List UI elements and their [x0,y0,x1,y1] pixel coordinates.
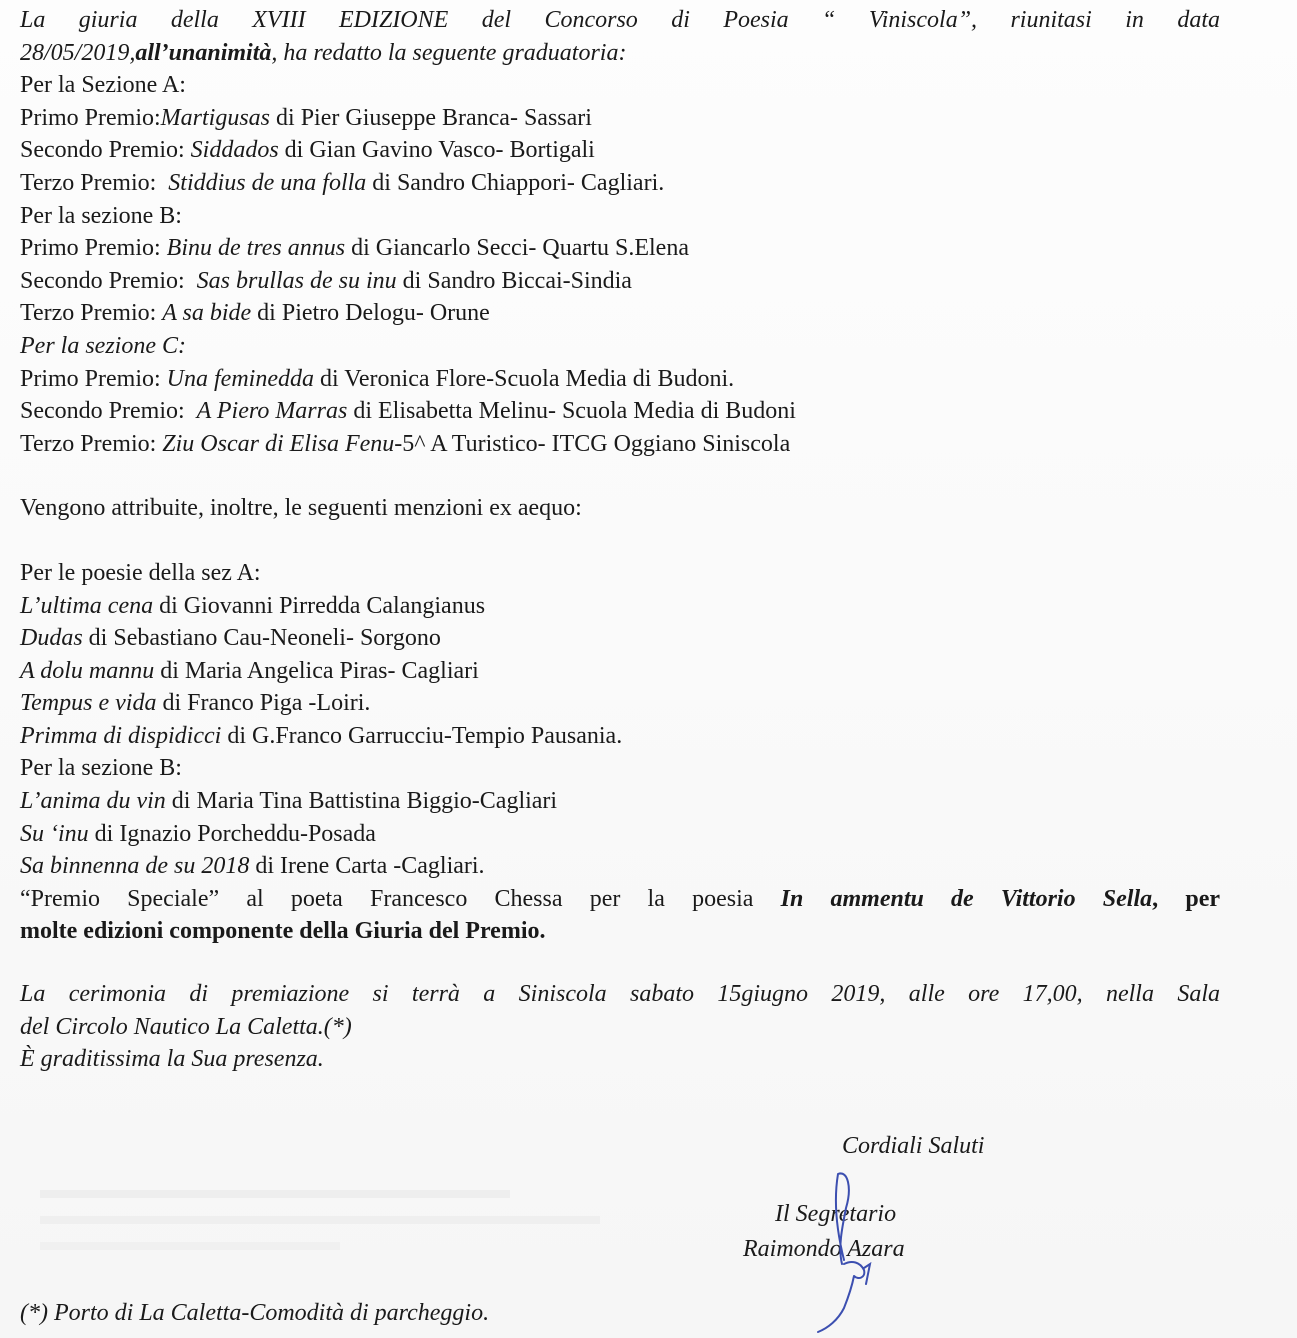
mentions-intro: Vengono attribuite, inoltre, le seguenti menzioni ex aequo: [20,495,582,522]
prize-b-1 [20,232,1220,265]
poem-title: Sa binnenna de su 2018 [20,853,250,880]
poem-title: Martigusas [160,104,271,131]
poet-info: di Ignazio Porcheddu-Posada [88,820,376,847]
closing-greeting: Cordiali Saluti [842,1133,985,1159]
prize-c-3 [20,428,1220,461]
bleed-through-texture [40,1190,640,1286]
prize-c-1 [20,363,1220,396]
poet-info: di Pietro Delogu- Orune [251,300,490,327]
signer-name: Raimondo Azara [743,1236,905,1262]
mention-b-3 [20,850,1220,883]
mention-b-1 [20,785,1220,818]
ceremony-line-2: del Circolo Nautico La Caletta.(*) [20,1013,352,1040]
intro-line-2 [20,37,1220,70]
mention-a-2 [20,622,1220,655]
footnote: (*) Porto di La Caletta-Comodità di parcheggio. [20,1300,490,1326]
poem-title: A dolu mannu [20,657,155,684]
poet-info: di Sandro Biccai-Sindia [396,267,632,294]
signer-role: Il Segretario [775,1201,897,1227]
prize-label: Secondo Premio: [20,267,197,294]
poem-title: Tempus e vida [20,690,157,717]
mention-b-2 [20,818,1220,851]
special-prize-text-bold: , per [1152,885,1220,912]
poet-info: di Veronica Flore-Scuola Media di Budoni. [313,365,735,392]
poem-title: Binu de tres annus [166,235,346,262]
prize-label: Terzo Premio: [20,300,163,327]
special-prize-poem: In ammentu de Vittorio Sella [780,885,1153,912]
special-prize-text: “Premio Speciale” al poeta Francesco Chessa per la poesia [20,885,781,912]
prize-label: Primo Premio: [20,235,167,262]
poem-title: Ziu Oscar di Elisa Fenu [162,430,395,457]
poem-title: L’anima du vin [20,788,166,815]
poet-info: di Maria Tina Battistina Biggio-Cagliari [165,788,558,815]
mention-a-4 [20,687,1220,720]
prize-label: Terzo Premio: [20,169,169,196]
poet-info: -5^ A Turistico- ITCG Oggiano Siniscola [394,430,791,457]
poem-title: Dudas [20,625,83,652]
poet-info: di Irene Carta -Cagliari. [249,853,485,880]
intro-unanimity: all’unanimità [135,39,272,66]
prize-label: Secondo Premio: [20,398,197,425]
prize-a-3 [20,167,1220,200]
mentions-a-heading: Per le poesie della sez A: [20,559,261,586]
prize-label: Primo Premio: [20,104,161,131]
poet-info: di G.Franco Garrucciu-Tempio Pausania. [221,722,623,749]
poem-title: Una feminedda [166,365,314,392]
mention-a-5 [20,720,1220,753]
prize-b-3 [20,297,1220,330]
poem-title: Sas brullas de su inu [196,267,397,294]
intro-text: La giuria della XVIII EDIZIONE del Concorso di Poesia “ Viniscola”, riunitasi in data [20,7,1220,33]
poem-title: Stiddius de una folla [168,169,367,196]
spacer [20,525,1220,557]
mention-a-1 [20,590,1220,623]
poet-info: di Giancarlo Secci- Quartu S.Elena [345,235,689,262]
section-a-heading: Per la Sezione A: [20,72,186,99]
special-prize-line-2: molte edizioni componente della Giuria del Premio. [20,918,546,945]
prize-label: Terzo Premio: [20,430,163,457]
poet-info: di Sandro Chiappori- Cagliari. [366,169,665,196]
intro-text-end: , ha redatto la seguente graduatoria: [271,39,627,66]
poem-title: Siddados [190,137,279,164]
poem-title: A sa bide [162,300,252,327]
special-prize-line-1 [20,883,1220,916]
poem-title: Su ‘inu [20,820,89,847]
ceremony-line-1: La cerimonia di premiazione si terrà a Siniscola sabato 15giugno 2019, alle ore 17,00, nella Sala [20,981,1220,1008]
spacer [20,460,1220,492]
bleed-through-lines [40,1190,640,1280]
poet-info: di Elisabetta Melinu- Scuola Media di Budoni [347,398,796,425]
ceremony-line-3: È graditissima la Sua presenza. [20,1046,324,1073]
section-b-heading: Per la sezione B: [20,202,182,229]
handwritten-signature [808,1168,888,1338]
intro-date: 28/05/2019, [20,39,136,66]
mention-a-3 [20,655,1220,688]
prize-label: Secondo Premio: [20,137,191,164]
prize-a-1 [20,102,1220,135]
prize-label: Primo Premio: [20,365,167,392]
prize-a-2 [20,134,1220,167]
prize-b-2 [20,265,1220,298]
poet-info: di Giovanni Pirredda Calangianus [153,592,486,619]
poet-info: di Pier Giuseppe Branca- Sassari [270,104,592,131]
poet-info: di Gian Gavino Vasco- Bortigali [278,137,595,164]
poet-info: di Sebastiano Cau-Neoneli- Sorgono [82,625,441,652]
prize-c-2 [20,395,1220,428]
poem-title: L’ultima cena [20,592,154,619]
poet-info: di Maria Angelica Piras- Cagliari [154,657,479,684]
spacer [20,948,1220,978]
poem-title: A Piero Marras [196,398,348,425]
poem-title: Primma di dispidicci [20,722,222,749]
intro-line-1 [20,4,1220,37]
poet-info: di Franco Piga -Loiri. [156,690,371,717]
mentions-b-heading: Per la sezione B: [20,755,182,782]
section-c-heading: Per la sezione C: [20,332,186,359]
document-body [20,4,1220,1076]
